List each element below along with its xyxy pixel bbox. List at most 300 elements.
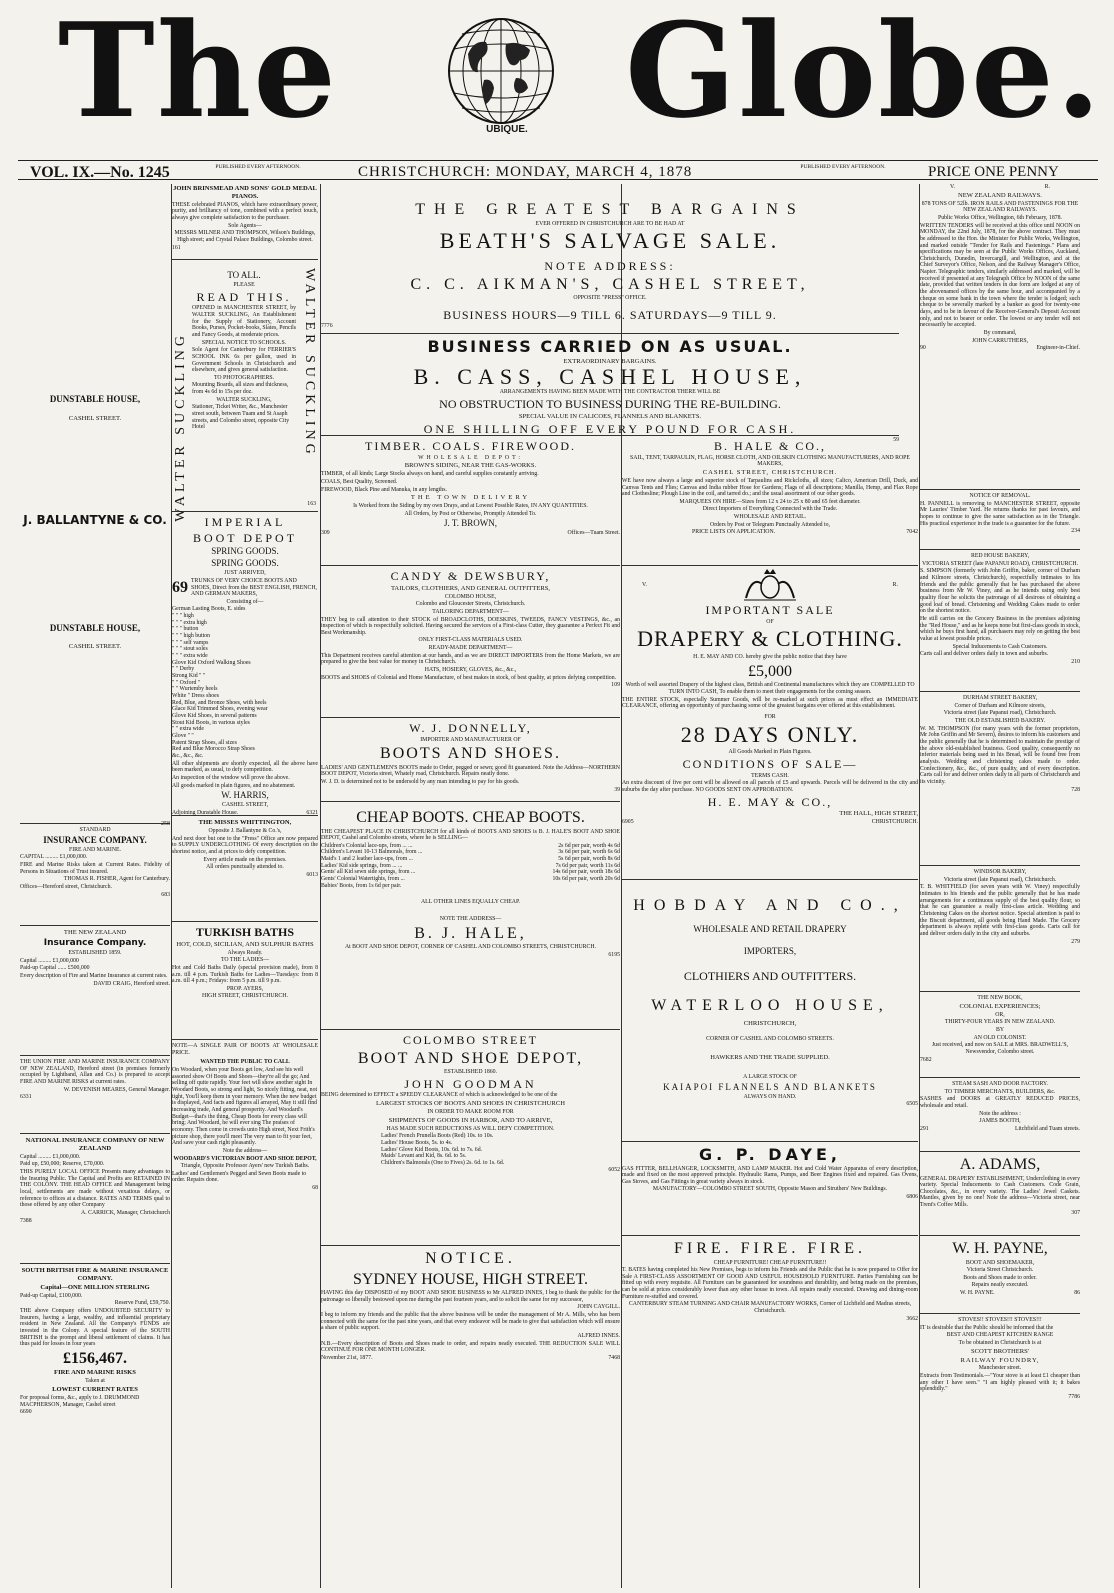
ad-address: VICTORIA STREET (late PAPANUI ROAD), CHRISTCHURCH. (921, 560, 1079, 567)
ad-entire-stock: THE ENTIRE STOCK, especially Summer Goods, will be re-marked at such prices as must effect an IMMEDIATE CLEARANCE, offering an opportunity of purchasing some of the greatest bargains ever offered at this establishment. (622, 696, 918, 710)
ad-consisting: Consisting of— (226, 598, 264, 605)
reference-number: 291 (920, 1125, 929, 1132)
ad-kaiapoi: KAIAPOI FLANNELS AND BLANKETS (663, 1081, 877, 1092)
goodman-price-list (321, 1133, 620, 1166)
ad-address: HIGH STREET, CHRISTCHURCH. (202, 993, 288, 1000)
ad-please: PLEASE (233, 281, 255, 288)
ad-reserve: Reserve Fund, £59,750. (114, 1300, 170, 1307)
ad-note: Note the address : (979, 1110, 1021, 1117)
ad-title: NOTICE OF REMOVAL. (969, 493, 1031, 499)
reference-number: 6013 (306, 871, 318, 878)
ad-body: SASHES and DOORS at GREATLY REDUCED PRICES, wholesale and retail. (920, 1096, 1080, 1109)
list-item: Stout Kid Boots, in various styles (172, 719, 250, 726)
red-house-bakery-advert (920, 552, 1080, 692)
ad-title: TIMBER. COALS. FIREWOOD. (364, 439, 576, 453)
ad-address: Manchester street. (978, 1365, 1022, 1372)
ad-body: THE UNION FIRE AND MARINE INSURANCE COMPANY OF NEW ZEALAND, Hereford street (in premises formerly occupied by Lightband, Allan and Co.) is prepared to accept FIRE AND MARINE RISKS at current rates. (20, 1059, 170, 1085)
ad-title: SOUTH BRITISH FIRE & MARINE INSURANCE COMPANY. (21, 1267, 169, 1282)
ad-works: CANTERBURY STEAM TURNING AND CHAIR MANUFACTORY WORKS, Corner of Lichfield and Madras streets, Christchurch. (628, 1301, 912, 1315)
ad-title: CANDY & DEWSBURY, (390, 569, 551, 583)
scott-brothers-stoves-advert (920, 1316, 1080, 1590)
ad-ready: Always Ready. (227, 949, 263, 956)
list-item: Glace Kid Trimmed Shoes, evening wear (172, 706, 268, 713)
ad-notice: SPECIAL NOTICE TO SCHOOLS. (201, 339, 287, 346)
dunstable-house-title-2: DUNSTABLE HOUSE, (49, 622, 141, 633)
ad-city: CHRISTCHURCH, (743, 1019, 797, 1027)
ad-name: B. J. HALE, (414, 924, 527, 942)
ad-note: W. J. D. is determined not to be undersold by any man intending to pay for his goods. (321, 779, 520, 786)
ad-days-only: 28 DAYS ONLY. (680, 721, 860, 747)
ad-address: Stationer, Ticket Writer, &c., Manchester street south, between Tuam and St Asaph streets, and Colombo street, opposite City Hotel (192, 404, 290, 431)
ad-spring-goods: SPRING GOODS. (211, 546, 279, 557)
ad-title: DRAPERY & CLOTHING. (637, 626, 903, 652)
ad-boards: Mounting Boards, all sizes and thickness, from 4s 6d to 15s per doz. (192, 382, 289, 396)
ad-subtitle: IMPORTER AND MANUFACTURER OF (420, 736, 521, 743)
ad-orders: All Orders, by Post or Otherwise, Promptly Attended To. (404, 510, 537, 517)
ad-ready-body: This Department receives careful attention at our hands, and as we are DIRECT IMPORTERS from the Home Markets, we are prepared to give the best value for money in Christchurch. (321, 652, 620, 666)
ad-subtitle: FIRE AND MARINE. (68, 846, 121, 853)
ad-other-lines: ALL OTHER LINES EQUALLY CHEAP. (421, 899, 520, 906)
ad-body: THE CHEAPEST PLACE IN CHRISTCHURCH for all kinds of BOOTS AND SHOES is B. J. HALE'S BOOT AND SHOE DEPOT, Cashel and Colombo streets, where he is SELLING— (321, 828, 620, 842)
ad-ready: READY-MADE DEPARTMENT— (428, 645, 513, 652)
ad-address: Litchfield and Tuam streets. (1014, 1125, 1080, 1132)
candy-dewsbury-advert (321, 568, 620, 718)
ad-heading: COLOMBO STREET (402, 1033, 538, 1047)
ad-orders: All orders punctually attended to. (206, 864, 284, 871)
reference-number: 6505 (906, 1101, 918, 1108)
ad-body: WE have now always a large and superior stock of Tarpaulins and Rickcloths, all sizes; Calico, American Drill, Duck, and Canvas Tents and Flies; Canvas and India rubber Hose for Gardens; Flags of all descriptions; Manilla, Hemp, and Flax Rope and Clothesline; Plough Line in the coil, and tarred do.; and the usual assortment of our other goods. (622, 477, 918, 498)
list-item: " " " high (172, 613, 194, 620)
ad-cash: Special Inducements to Cash Customers. (952, 643, 1048, 650)
reference-number: 210 (1071, 658, 1080, 665)
donnelly-boots-advert (321, 720, 620, 802)
ad-title: CHEAP BOOTS. CHEAP BOOTS. (356, 809, 585, 826)
reference-number: 7682 (920, 1056, 932, 1063)
ad-title: INSURANCE COMPANY. (43, 834, 147, 845)
sydney-house-notice (321, 1248, 620, 1590)
ad-name: WOODARD'S VICTORIAN BOOT AND SHOE DEPOT, (173, 1155, 317, 1162)
ad-name: W. HARRIS, (221, 790, 269, 801)
national-insurance-advert (20, 1136, 170, 1264)
ad-title: THE MISSES WHITTINGTON, (198, 819, 292, 826)
reference-number: 7468 (608, 1354, 620, 1361)
windsor-bakery-advert (920, 868, 1080, 992)
ad-heading: TO ALL. (227, 270, 261, 280)
ad-subtitle: WHOLESALE AND RETAIL DRAPERY (693, 923, 847, 934)
royal-cipher-v: V. (950, 184, 955, 190)
masthead (0, 0, 1114, 160)
column-5 (920, 184, 1080, 1590)
ad-body: THIS PURELY LOCAL OFFICE Presents many advantages to the Insuring Public. The Capital and Profits are RETAINED IN THE COLONY. THE HEAD OFFICE and Management being local, settlements are made without vexatious delays, or reference to offices at a distance. RATES AND TERMS qual to those offered by any other Company (20, 1169, 170, 1209)
ad-amount: £156,467. (63, 1349, 127, 1367)
price-value: 5s 6d per pair, worth 8s 6d (558, 856, 620, 863)
ad-body: OPENED in MANCHESTER STREET, by WALTER SUCKLING, An Establishment for the Supply of Stationery, Account Books, Purses, Pocket-books, Slates, Pencils and Fancy Goods, at moderate prices. (192, 305, 296, 338)
list-item: " " " self vamps (172, 639, 209, 646)
ad-engineer: Engineer-in-Chief. (1036, 345, 1080, 352)
reference-number: 161 (172, 244, 181, 251)
ad-body: Worth of well assorted Drapery of the highest class, British and Continental manufactures which they are COMPELLED TO TURN INTO CASH, To enable them to meet their engagements for the coming season. (625, 682, 915, 695)
ad-title: JOHN BRINSMEAD AND SONS' GOLD MEDAL PIANOS. (173, 185, 317, 200)
ad-subtitle: SAIL, TENT, TARPAULIN, FLAG, HORSE CLOTH, AND OILSKIN CLOTHING MANUFACTURERS, AND ROPE MAKERS, (630, 454, 910, 468)
ad-agent: DAVID CRAIG, Hereford street. (93, 980, 170, 987)
royal-cipher-r: R. (892, 581, 898, 588)
ad-subtitle: CHEAP FURNITURE! CHEAP FURNITURE!! (713, 1259, 827, 1266)
ad-intro: H. E. MAY AND CO. hereby give the public notice that they have (693, 654, 847, 661)
ad-hours: BUSINESS HOURS—9 TILL 6. SATURDAYS—9 TILL 9. (443, 307, 777, 322)
reference-number: 307 (1071, 1209, 1080, 1216)
price-value: 3s 6d per pair, worth 6s 6d (558, 849, 620, 856)
ad-arrangement: ARRANGEMENTS HAVING BEEN MADE WITH THE CONTRACTOR THERE WILL BE (499, 389, 721, 396)
ad-title: Insurance Company. (43, 937, 147, 948)
ad-capital: Capital—ONE MILLION STERLING (40, 1283, 150, 1291)
ad-heading: THE GREATEST BARGAINS (415, 201, 805, 218)
ad-title: B. HALE & CO., (714, 439, 826, 453)
list-item: " " Wurtemby heels (172, 686, 218, 693)
hobday-waterloo-house-advert (622, 882, 918, 1142)
list-item: " " Derby (172, 666, 195, 673)
ad-orders: Orders by Post or Telegram Punctually Attended to, (710, 521, 830, 528)
ad-ladies: Ladies' and Gentlemen's Pegged and Sewn Boots made to order. Repairs done. (172, 1170, 307, 1184)
ad-firewood: FIREWOOD, Black Pine and Manuka, in any lengths. (321, 486, 447, 493)
ad-discount: ONE SHILLING OFF EVERY POUND FOR CASH. (423, 421, 797, 436)
bates-furniture-advert (622, 1238, 918, 1590)
ad-note: NOTE—A SINGLE PAIR OF BOOTS AT WHOLESALE PRICE. (172, 1043, 318, 1056)
list-item: German Lasting Boots, E. sides (172, 606, 246, 613)
ad-body: BEING determined to EFFECT a SPEEDY CLEARANCE of which is acknowledged to be one of the (321, 1092, 558, 1099)
ad-wholesale: WHOLESALE AND RETAIL. (733, 514, 807, 521)
ad-address: MANUFACTORY—COLOMBO STREET SOUTH, Opposite Mason and Struthers' New Buildings. (652, 1186, 888, 1193)
ad-title: FIRE. FIRE. FIRE. (673, 1240, 866, 1257)
reference-number: 7388 (20, 1217, 32, 1224)
ad-office: Offices—Tuam Street. (567, 530, 620, 537)
colonial-experiences-book-advert (920, 994, 1080, 1078)
reference-number: 39 (614, 786, 620, 793)
ad-firm: MESSRS MILNER AND THOMPSON, Wilson's Buildings, High street; and Crystal Palace Buildings, Colombo street. (174, 230, 316, 244)
ad-address: Victoria street (late Papanui road), Christchurch. (943, 876, 1057, 883)
price-item: Gents' all Kid sewn side springs, from ... (321, 869, 416, 876)
ad-subheading: EVER OFFERED IN CHRISTCHURCH ARE TO BE HAD AT (535, 220, 685, 227)
ad-body: And next door but one to the "Press" Office are now prepared to SUPPLY UNDERCLOTHING Of every description on the shortest notice, and at prices to defy competition. (172, 835, 318, 855)
ad-title: RED HOUSE BAKERY, (970, 553, 1030, 559)
ad-marquees: MARQUEES ON HIRE—Sizes from 12 x 24 to 25 x 80 and 65 feet diameter. (679, 498, 861, 505)
published-note-left: PUBLISHED EVERY AFTERNOON. (215, 164, 301, 170)
south-british-insurance-advert (20, 1266, 170, 1590)
ad-obstruction: NO OBSTRUCTION TO BUSINESS DURING THE RE-BUILDING. (439, 397, 781, 412)
sash-door-factory-advert (920, 1080, 1080, 1152)
ad-note-address: NOTE ADDRESS: (544, 259, 676, 273)
ad-body: IT is desirable that the Public should be informed that the (920, 1324, 1054, 1331)
ad-heading: STOVES!! STOVES!!! STOVES!!! (958, 1317, 1042, 1323)
ad-command: By command, (983, 330, 1017, 337)
reference-number: 6195 (608, 951, 620, 958)
ad-banner: BUSINESS CARRIED ON AS USUAL. (427, 337, 793, 356)
removal-notice-advert (920, 492, 1080, 550)
ad-capital: Capital ......... £1,000,000 (20, 957, 79, 964)
dunstable-street: CASHEL STREET. (68, 414, 122, 422)
ad-agents: Sole Agents— (228, 222, 262, 229)
ad-title: NATIONAL INSURANCE COMPANY OF NEW ZEALAND (25, 1137, 165, 1152)
ad-house: WATERLOO HOUSE, (651, 997, 889, 1015)
ad-delivery: THE TOWN DELIVERY (410, 494, 531, 502)
ad-title: 878 TONS OF 52lb. IRON RAILS AND FASTENINGS FOR THE NEW ZEALAND RAILWAYS. (921, 200, 1079, 214)
price-item: Babies' Boots, from 1s 6d per pair. (321, 882, 402, 889)
list-item: " " " extra high (172, 619, 207, 626)
list-item: " " " button (172, 626, 199, 633)
ad-capital: CAPITAL ......... £1,000,000. (20, 854, 88, 861)
ad-title: B. CASS, CASHEL HOUSE, (413, 364, 807, 390)
reference-number: 234 (1071, 528, 1080, 535)
ad-ladies: TO THE LADIES— (220, 957, 270, 964)
royal-cipher-r: R. (1044, 184, 1050, 190)
ad-house: COLOMBO HOUSE, (444, 593, 497, 600)
ad-address: CORNER OF CASHEL AND COLOMBO STREETS. (706, 1035, 834, 1042)
list-item: Maids' Levant and Kid, 8s. 6d. to 5s. (381, 1153, 467, 1160)
ad-established: ESTABLISHED 1860. (444, 1069, 497, 1076)
ad-coals: COALS, Best Quality, Screened. (321, 478, 398, 485)
reference-number: 163 (307, 501, 316, 508)
ad-body: GAS FITTER, BELLHANGER, LOCKSMITH, AND LAMP MAKER. Hot and Cold Water Apparatus of every description, made and fixed on the most approved principle. Hydraulic Rams, Pumps, and Beer Engines fixed and repaired. Gas Ovens, Gas Stoves, and Gas Fittings in great variety always in stock. (622, 1165, 918, 1185)
column-2 (172, 184, 318, 1590)
list-item: Ladies' Glove Kid Boots, 10s. 6d. to 7s. 6d. (381, 1146, 483, 1153)
ad-paid-capital: Paid-up Capital, £100,000. (20, 1292, 83, 1299)
list-item: Red, Blue, and Bronze Shoes, with heels (172, 699, 267, 706)
ad-hawkers: HAWKERS AND THE TRADE SUPPLIED. (710, 1054, 830, 1062)
ad-hats: HATS, HOSIERY, GLOVES, &c., &c., (424, 667, 517, 674)
ad-title: STEAM SASH AND DOOR FACTORY. (952, 1081, 1048, 1087)
ad-body: THE above Company offers UNDOUBTED SECURITY to Insurers, having a large, wealthy, and influential proprietary resident in New Zealand. All the Company's FUNDS are invested in the Colony. A special feature of the SOUTH BRITISH is the prompt and liberal settlement of claims. It has thus paid for losses in four years (20, 1308, 170, 1348)
volume-number: VOL. IX.—No. 1245 (30, 164, 170, 181)
ad-price-lists: PRICE LISTS ON APPLICATION. (692, 529, 776, 536)
list-item: Ladies' House Boots, 5s. to 4s. (381, 1139, 453, 1146)
ad-by: BY (995, 1026, 1005, 1033)
list-item: " " " extra wide (172, 653, 208, 660)
ad-shipments: SHIPMENTS OF GOODS IN HARBOR, AND TO ARRIVE, (388, 1116, 553, 1124)
ad-body: T. BATES having completed his New Premises, begs to inform his Friends and the Public that he is now prepared to Offer for Sale A FIRST-CLASS ASSORTMENT OF GOOD AND USEFUL HOUSEHOLD FURNITURE. Parties Furnishing can be fitted up with every requisite. All Furniture can be guaranteed for soundness and durability, and being made on the premises, can be sold at prices considerably lower than any other house in town. All repairs neatly executed. Drawing and dining-room Furniture re-stuffed and covered. (622, 1267, 918, 1300)
ad-terms: TERMS CASH. (751, 772, 789, 779)
list-item: Glove Kid Oxford Walking Shoes (172, 659, 251, 666)
ad-paid-capital: Paid up, £50,000; Reserve, £70,000. (20, 1161, 105, 1168)
ad-testimonials: Extracts from Testimonials.—"Your stove is at least £1 cheaper than any other I have seen." "I am highly pleased with it; it bakes splendidly." (920, 1373, 1080, 1393)
ad-address: THE HALL, HIGH STREET, (839, 810, 918, 818)
dunstable-street-2: CASHEL STREET. (68, 643, 122, 651)
ad-opposite: OPPOSITE "PRESS" OFFICE. (573, 295, 647, 302)
price-value: 14s 6d per pair, worth 18s 6d (552, 869, 620, 876)
ad-for: FOR (764, 713, 776, 720)
ad-body: GENERAL DRAPERY ESTABLISHMENT, Underclothing in every variety. Special Inducements to Cash Customers. Code Grain, Chocolates, &c., in every variety. The Ladies' Jewel Caskets. Mantles, given by no one! Note the address—Victoria street, near Trent's Coffee Mills. (920, 1175, 1080, 1209)
price-value: 2s 6d per pair, worth 4s 6d (558, 842, 620, 849)
ad-name: W. J. DONNELLY, (409, 721, 532, 735)
reference-number: 6806 (906, 1194, 918, 1201)
ad-trunks-number: 69 (172, 578, 188, 596)
ad-amount: £5,000 (748, 662, 792, 680)
reference-number: 728 (1071, 786, 1080, 793)
ad-photo: TO PHOTOGRAPHERS. (213, 374, 275, 381)
royal-cipher-v: V. (642, 581, 647, 588)
ad-subtitle: BOOT DEPOT (192, 530, 298, 545)
reference-number: 6905 (622, 819, 634, 826)
ad-title: A. ADAMS, (959, 1156, 1041, 1173)
ad-body: S. SIMPSON (formerly with John Griffin, baker, corner of Durham and Kilmore streets, Christchurch), respectfully intimates to his friends and the public generally that he has purchased the above business from Mr W. Viney, and as he intends using only best quality flour he solicits the patronage of all desirous of obtaining a good loaf of bread. Christening and Wedding Cakes made to order on the shortest notice. (920, 568, 1080, 615)
ad-paid-capital: Paid-up Capital ...... £500,000 (20, 965, 90, 972)
ad-title: BOOT AND SHOE DEPOT, (357, 1049, 584, 1067)
list-item: &c., &c., &c. (172, 752, 204, 759)
list-item: Glove Kid Shoes, in several patterns (172, 712, 257, 719)
reference-number: 68 (312, 1185, 318, 1192)
ad-capital: Capital ......... £1,000,000. (20, 1153, 81, 1160)
ad-body: TIMBER, of all kinds; Large Stocks always on hand, and careful supplies constantly arriving. (321, 471, 539, 478)
ad-body: WRITTEN TENDERS will be received at this office until NOON on MONDAY, the 22nd July, 1878, for the above contract. They must be addressed to the Hon. the Minister for Public Works, Wellington, and marked outside "Tender for Rails and Fastenings." Plans and specifications may be seen at the Public Works Offices, Auckland, Christchurch, Dunedin, Invercargill, and Wellington, and at the Chief Surveyor's Office, Nelson, and the Railway Manager's Office, Napier. Telegraphic tenders, similarly addressed and marked, will be received if presented at any Telegraph Office by NOON of the same date, provided that written tenders in due form are lodged at any of the abovenamed offices by the same hour, and accompanied by a cheque on some bank in the town where the tender is lodged; such cheque to be severally marked by a banker as good for twenty-one days, and to be in favour of the Receiver-General's Deposit Account only, and not to bearer or order. The lowest or any tender will not necessarily be accepted. (920, 222, 1080, 329)
list-item: Patent Strap Shoes, all sizes (172, 739, 237, 746)
ad-address: CASHEL STREET, CHRISTCHURCH. (702, 468, 838, 476)
ad-address: CASHEL STREET, (221, 802, 269, 809)
ad-title: SYDNEY HOUSE, HIGH STREET. (352, 1270, 589, 1288)
adams-drapery-advert (920, 1154, 1080, 1236)
ad-address: Corner of Durham and Kilmore streets, (954, 702, 1046, 709)
dateline (18, 160, 1098, 180)
ballantyne-advert (20, 184, 170, 828)
ad-heading: THE NEW BOOK, (977, 995, 1023, 1001)
dunstable-house-title: DUNSTABLE HOUSE, (49, 394, 141, 404)
price-row (321, 876, 620, 883)
ad-proprietor: PROP. AYERS, (226, 985, 264, 992)
ad-address-note: Adjoining Dunstable House. (172, 809, 239, 816)
cheap-boots-advert (321, 804, 620, 1030)
list-item: White " Dress shoes (172, 693, 219, 699)
ad-note: All other shipments are shortly expected, all the above have been marked, as usual, to defy competition. (172, 760, 318, 774)
ad-heading: IMPORTANT SALE (705, 603, 835, 617)
ad-signature: W. H. PAYNE. (960, 1290, 995, 1297)
ad-siding: BROWN'S SIDING, NEAR THE GAS-WORKS. (404, 462, 537, 470)
ad-address: Victoria Street Christchurch. (966, 1267, 1034, 1274)
ad-signature-2: ALFRED INNES. (577, 1332, 620, 1339)
ad-name: JOHN GOODMAN (404, 1076, 537, 1091)
masthead-motto: UBIQUE. (486, 124, 528, 135)
ad-taken: Taken at (85, 1378, 105, 1385)
price-item: Maid's 1 and 2 leather lace-ups, from ... (321, 856, 413, 863)
ad-rates: LOWEST CURRENT RATES (52, 1386, 138, 1394)
ad-subtitle: THIRTY-FOUR YEARS IN NEW ZEALAND. (944, 1019, 1056, 1026)
vertical-name-left: WALTER SUCKLING (173, 332, 188, 522)
price-item: Children's Levant 10-13 Balmorals, from ... (321, 849, 423, 856)
ad-body-2: I beg to inform my friends and the public that the above business will be under the management of Mr A. Mills, who has been connected with the same for the past nine years, and that every endeavor will be made to give that satisfaction which will ensure a share of public support. (321, 1312, 620, 1332)
hale-sail-tent-advert (622, 438, 918, 566)
ad-signature: JOHN CAYGILL. (577, 1304, 620, 1311)
whittington-advert (172, 818, 318, 922)
ad-body: Boots and Shoes made to order. (963, 1274, 1037, 1281)
ad-agent: THOMAS R. FISHER, Agent for Canterbury. (63, 876, 170, 883)
ad-name: JAMES BOOTH, (979, 1118, 1021, 1125)
ad-body: THESE celebrated PIANOS, which have extraordinary power, purity, and brilliancy of tone, combined with a perfect touch, always give complete satisfaction to the purchaser. (172, 201, 318, 222)
column-4 (622, 184, 918, 1590)
reference-number: 6331 (20, 1094, 32, 1101)
ad-title: HOBDAY AND CO., (633, 897, 907, 914)
ad-banner: G. P. DAYE, (699, 1145, 841, 1164)
reference-number: 3662 (906, 1315, 918, 1322)
list-item: Strong Kid " " (172, 673, 206, 680)
ad-title: DURHAM STREET BAKERY, (962, 695, 1038, 701)
payne-bootmaker-advert (920, 1238, 1080, 1314)
standard-insurance-advert (20, 826, 170, 926)
union-insurance-advert (20, 1058, 170, 1134)
ad-title: BEST AND CHEAPEST KITCHEN RANGE (946, 1332, 1054, 1339)
ad-heading: EXTRAORDINARY BARGAINS. (563, 357, 657, 365)
ad-poem: On Woodard, when your Boots get low, And see his well assorted show Of Boots and Shoes—they're all the go; And selling off quite rapidly. Your feet will show another sight In Woodard Boots, so strong and light, So nicely fitting, neat, not tight, You'll keep them in your memory. When the new budget is displayed, And facts and figures all arrayed, May it still find increasing trade, And general prosperity. And Woodard's Budget—that's the thing, Cheap Boots for every class will bring; And Woodard, he will ever sing The praises of economy. Then come in crowds unto High street, Next Frith's picture shop, there you'll meet The very man to fit your feet, And save your cash right pleasantly. (172, 1066, 318, 1147)
ad-subtitle: ESTABLISHED 1859. (68, 949, 122, 956)
ad-body: W. M. THOMPSON (for many years with the former proprietors, Mr John Griffin and Mr Severn), desires to inform his customers and the public generally that he is determined to maintain the prestige of the above old-established business. Good quality, consequently no inferior materials being used in his Bread, will be found free from analysis. Wedding and christening cakes made to order. Confectionery, &c., &c., of pure quality, and of every description. Carts call for and deliver orders daily in all parts of Christchurch and its vicinity. (920, 725, 1081, 785)
reference-number: 7786 (1068, 1394, 1080, 1401)
brinsmead-pianos-advert (172, 184, 318, 260)
price-row (321, 856, 620, 863)
boot-list (172, 606, 318, 759)
list-item: " " " stout soles (172, 646, 208, 653)
ad-city: CHRISTCHURCH. (871, 819, 918, 826)
ad-heading: NOTICE. (425, 1250, 516, 1267)
ad-address: At BOOT AND SHOE DEPOT, CORNER OF CASHEL AND COLOMBO STREETS, CHRISTCHURCH. (344, 944, 597, 951)
ad-title: WANTED THE PUBLIC TO CALL (200, 1059, 290, 1066)
ad-note: Note the address— (222, 1147, 268, 1154)
ad-delivery-body: Is Worked from the Siding by my own Drays, and at Lowest Possible Rates, IN ANY QUANTITIES. (353, 503, 588, 510)
ad-body: Just received, and now on SALE at MRS. BRADWELL'S, Newsvendor, Colombo street. (931, 1042, 1069, 1055)
ad-address: Opposite J. Ballantyne & Co.'s, (208, 827, 282, 834)
ad-date: November 21st, 1877. (321, 1354, 373, 1361)
price-item: Ladies' Kid side springs, from ... ... (321, 862, 403, 869)
ad-body: THEY beg to call attention to their STOCK of BROADCLOTHS, DOESKINS, TWEEDS, FANCY VESTINGS, &c., an inspection of which is respectfully solicited. Having secured the services of a First-class Cutter, they guarantee a Perfect Fit and Best Workmanship. (321, 616, 620, 636)
vertical-name-right: WALTER SUCKLING (302, 268, 317, 458)
ad-grocery: He still carries on the Grocery Business in the premises adjoining the "Red House," and as he keeps none but first-class goods in stock, which he buys first hand, all purchasers may rely on getting the best value at lowest possible prices. (920, 615, 1080, 642)
ad-body: LADIES' AND GENTLEMEN'S BOOTS made to Order, pegged or sewn; good fit guaranteed. Note the Address—NORTHERN BOOT DEPOT, Victoria street, Whately road, Christchurch. Repairs neatly done. (321, 764, 620, 778)
ad-name: JOHN CARRUTHERS, (971, 337, 1029, 344)
timber-coals-advert (321, 438, 620, 566)
ad-largest: LARGEST STOCKS OF BOOTS AND SHOES IN CHRISTCHURCH (376, 1100, 565, 1108)
woodard-boots-advert (172, 1042, 318, 1590)
ad-subtitle: TAILORS, CLOTHIERS, AND GENERAL OUTFITTERS, (390, 584, 551, 592)
ad-body: T. B. WHITFIELD (for seven years with W. Viney) respectfully intimates to his friends and the public generally that he has made arrangements for a continuous supply of the best quality flour, so that he can guarantee a really first-class article. Wedding and Christening Cakes on the shortest notice. Special attention is paid to the Biscuit department, all goods being Hand Made. The Grocery department is always replete with first-class goods. Carts call for and deliver orders daily in the city and suburbs. (920, 884, 1080, 937)
ad-large-stock: A LARGE STOCK OF (743, 1074, 797, 1081)
ad-name: SCOTT BROTHERS' (970, 1347, 1030, 1355)
ad-body: Every description of Fire and Marine Insurance at current rates. (20, 972, 168, 979)
reference-number: 683 (161, 891, 170, 898)
ad-heading: THE OLD ESTABLISHED BAKERY. (954, 717, 1046, 724)
daye-gasfitter-advert (622, 1144, 918, 1236)
ad-direct: Direct Importers of Everything Connected with the Trade. (702, 506, 838, 513)
reference-number: 7776 (321, 323, 333, 330)
durham-street-bakery-advert (920, 694, 1080, 866)
ad-agent: Sole Agent for Canterbury for FERRIER'S SCHOOL INK 6s per gallon, used in Government Schools in Christchurch and elsewhere, and gives general satisfaction. (192, 347, 296, 374)
ad-address-2: Victoria street (late Papanui road), Christchurch. (943, 710, 1057, 717)
ad-title: COLONIAL EXPERIENCES; (959, 1002, 1041, 1010)
ballantyne-name: J. BALLANTYNE & CO. (23, 512, 167, 527)
reference-number: 6690 (20, 1409, 32, 1416)
ad-subtitle: TO TIMBER MERCHANTS, BUILDERS, &c. (944, 1088, 1056, 1095)
ad-title: W. H. PAYNE, (952, 1240, 1048, 1257)
masthead-title-left: The (58, 0, 338, 147)
list-item: Glove " " (172, 732, 194, 739)
published-note-right: PUBLISHED EVERY AFTERNOON. (800, 164, 886, 170)
list-item: Red and Blue Morocco Strap Shoes (172, 746, 255, 753)
list-item: " " extra wide (172, 726, 204, 733)
ad-agent: A. CARRICK, Manager, Christchurch (81, 1210, 170, 1217)
ad-address: Colombo and Gloucester Streets, Christchurch. (415, 601, 526, 608)
ad-title: IMPERIAL (204, 515, 286, 529)
may-drapery-sale-advert (622, 568, 918, 880)
ad-plain-figures: All Goods Marked in Plain Figures. (728, 749, 812, 756)
ad-title: TURKISH BATHS (195, 925, 295, 939)
ad-conditions-body: An extra discount of five per cent will be allowed on all parcels of £5 and upwards. Parcels will be delivered in the city and suburbs the day after purchase. NO GOODS SENT ON APPROBATION. (622, 780, 918, 793)
reference-number: 86 (1074, 1290, 1080, 1297)
ad-office: Public Works Office, Wellington, 6th February, 1878. (938, 214, 1062, 221)
ad-title: WINDSOR BAKERY, (973, 869, 1027, 875)
reference-number: 309 (321, 530, 330, 537)
